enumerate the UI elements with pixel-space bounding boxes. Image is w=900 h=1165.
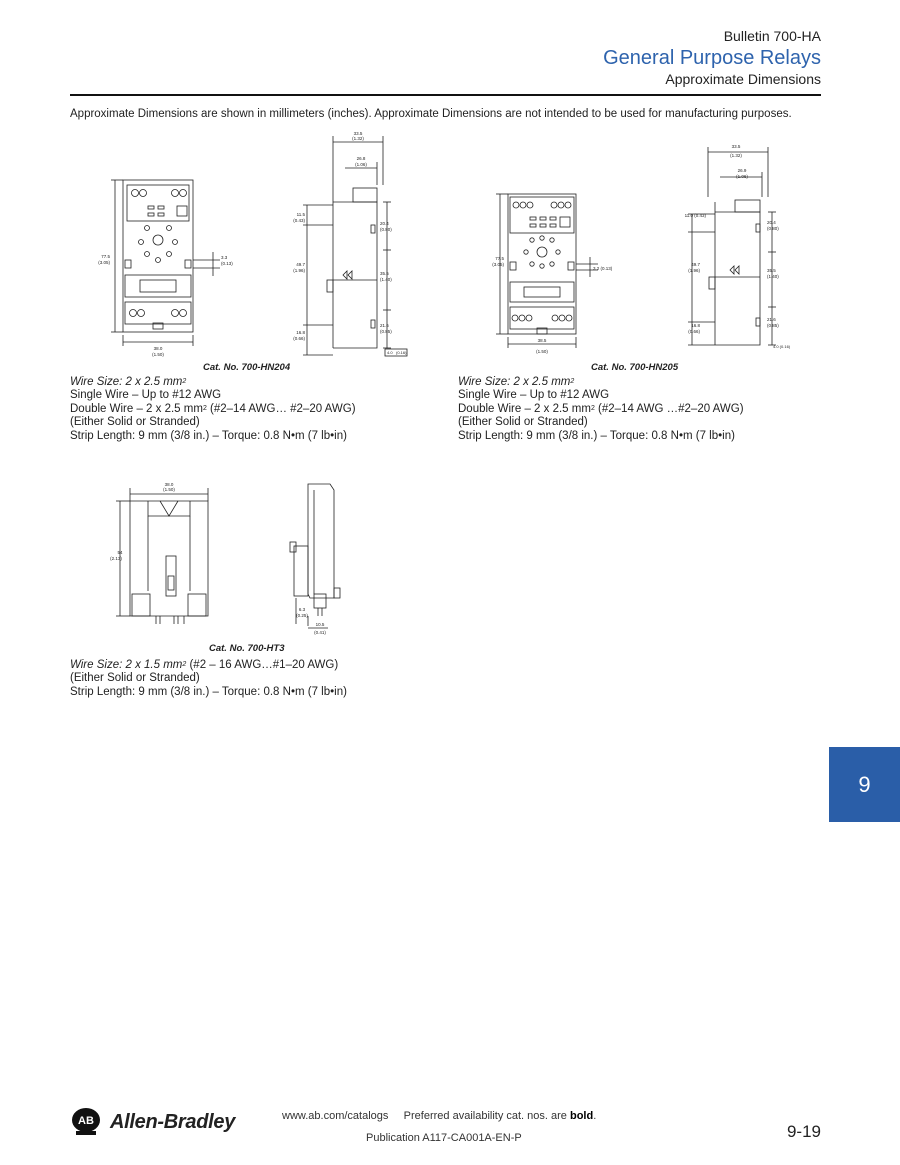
dim-width-in: (1.50) (536, 349, 548, 354)
double-wire: Double Wire – 2 x 2.5 mm (458, 402, 591, 415)
logo-mark: AB (78, 1115, 94, 1127)
dim-height: 54 (117, 550, 123, 555)
dim-s3-in: (0.66) (293, 336, 305, 341)
dim-r4: 4.0 (0.16) (773, 344, 791, 349)
period: . (593, 1110, 597, 1122)
dim-s2-in: (1.96) (688, 268, 700, 273)
dim-width: 38.0 (153, 346, 163, 351)
dim-width: 38.0 (164, 482, 174, 487)
dim-r4-in: (0.16) (396, 350, 407, 355)
dim-r4: 4.0 (387, 350, 393, 355)
dim-s3: 16.8 (296, 330, 305, 335)
dim-r3: 21.6 (380, 323, 389, 328)
wire-size-sup: 2 (182, 378, 187, 385)
caption-700-ht3: Cat. No. 700-HT3 (209, 643, 285, 654)
dim-r3-in: (0.85) (380, 329, 392, 334)
diagram-700-hn205 (480, 142, 800, 360)
dim-s1-in: (0.43) (293, 218, 305, 223)
dim-s3: 16.8 (691, 323, 700, 328)
allen-bradley-logo (70, 1107, 235, 1137)
page-number: 9-19 (786, 1122, 821, 1141)
single-wire: Single Wire – Up to #12 AWG (458, 389, 610, 402)
single-wire: Single Wire – Up to #12 AWG (70, 389, 222, 402)
spec-700-hn204 (70, 376, 356, 443)
diagram-700-ht3 (100, 476, 360, 638)
dim-side-a: 3.3 (221, 255, 228, 260)
dim-top-a-in: (1.32) (730, 153, 742, 158)
wire-size: Wire Size: 2 x 2.5 mm (70, 376, 183, 388)
dim-r3: 21.6 (767, 317, 776, 322)
footer-links (282, 1110, 596, 1122)
dim-r3-in: (0.85) (767, 323, 779, 328)
double-wire-awg: (#2–14 AWG …#2–20 AWG) (594, 402, 744, 415)
header-rule (70, 94, 821, 96)
dim-top-a: 33.5 (731, 144, 741, 149)
spec-700-ht3 (70, 659, 347, 699)
double-wire: Double Wire – 2 x 2.5 mm (70, 402, 203, 415)
brand-name: Allen-Bradley (110, 1110, 236, 1133)
strip-length: Strip Length: 9 mm (3/8 in.) – Torque: 0.8 N•m (7 lb•in) (70, 429, 347, 442)
dim-r2: 35.5 (380, 271, 389, 276)
dim-r1-in: (0.80) (380, 227, 392, 232)
intro-text: Approximate Dimensions are shown in millimeters (inches). Approximate Dimensions are not intended to be used for manufacturing purposes. (70, 108, 792, 120)
dim-height: 77.5 (495, 256, 504, 261)
dim-width-in: (1.50) (152, 352, 164, 357)
dim-height-in: (3.05) (98, 260, 110, 265)
ab-logo-icon (70, 1107, 102, 1137)
dim-r1-in: (0.80) (767, 226, 779, 231)
wire-size-sup: 2 (570, 378, 575, 385)
dim-s1: 11.0 (0.43) (684, 213, 706, 218)
either-solid: (Either Solid or Stranded) (70, 672, 200, 685)
strip-length: Strip Length: 9 mm (3/8 in.) – Torque: 0.8 N•m (7 lb•in) (458, 429, 735, 442)
double-wire-awg: (#2–14 AWG… #2–20 AWG) (206, 402, 356, 415)
dim-r2: 35.5 (767, 268, 776, 273)
dim-r1: 20.4 (380, 221, 389, 226)
dim-b1-in: (0.25) (296, 613, 308, 618)
section-tab: 9 (829, 747, 900, 822)
dim-top-a-in: (1.32) (352, 136, 364, 141)
dim-width: 38.5 (537, 338, 547, 343)
dim-top-b-in: (1.06) (736, 174, 748, 179)
page-subtitle: Approximate Dimensions (665, 71, 821, 87)
wire-size: Wire Size: 2 x 1.5 mm (70, 659, 183, 671)
dim-top-a: 33.5 (353, 131, 363, 136)
wire-size-awg: (#2 – 16 AWG…#1–20 AWG) (186, 659, 339, 671)
double-wire-sup: 2 (202, 404, 207, 412)
caption-700-hn204: Cat. No. 700-HN204 (203, 362, 291, 373)
wire-size: Wire Size: 2 x 2.5 mm (458, 376, 571, 388)
wire-size-sup: 2 (182, 661, 187, 668)
dim-top-b-in: (1.06) (355, 162, 367, 167)
preferred-note: Preferred availability cat. nos. are (403, 1110, 570, 1122)
bulletin-label: Bulletin 700-HA (723, 28, 821, 44)
dim-top-b: 26.9 (737, 168, 747, 173)
dim-b1: 6.3 (298, 607, 306, 612)
publication-number: Publication A117-CA001A-EN-P (366, 1132, 522, 1144)
dim-b2-in: (0.41) (314, 630, 326, 635)
dim-s2: 49.7 (296, 262, 305, 267)
dim-b2: 10.5 (315, 622, 325, 627)
dim-height: 77.5 (101, 254, 110, 259)
dim-height-in: (3.05) (492, 262, 504, 267)
caption-700-hn205: Cat. No. 700-HN205 (591, 362, 679, 373)
dim-s3-in: (0.66) (688, 329, 700, 334)
diagram-700-hn204 (95, 130, 425, 362)
dim-r2-in: (1.40) (767, 274, 779, 279)
dim-r2-in: (1.40) (380, 277, 392, 282)
spec-700-hn205 (458, 376, 744, 443)
either-solid: (Either Solid or Stranded) (70, 416, 200, 429)
bold-word: bold (569, 1110, 594, 1122)
strip-length: Strip Length: 9 mm (3/8 in.) – Torque: 0.8 N•m (7 lb•in) (70, 685, 347, 698)
dim-height-in: (2.13) (110, 556, 122, 561)
page-title: General Purpose Relays (603, 47, 821, 69)
dim-side-a: 3.2 (0.13) (593, 266, 613, 271)
dim-side-a-in: (0.13) (221, 261, 233, 266)
double-wire-sup: 2 (590, 404, 595, 412)
dim-s2-in: (1.96) (293, 268, 305, 273)
dim-s1: 11.5 (296, 212, 305, 217)
side-view-outline (308, 484, 334, 598)
dim-r1: 20.4 (767, 220, 776, 225)
front-view-outline (130, 501, 208, 616)
dim-top-b: 26.8 (356, 156, 366, 161)
dim-width-in: (1.50) (163, 487, 175, 492)
catalog-link[interactable]: www.ab.com/catalogs (282, 1110, 389, 1122)
either-solid: (Either Solid or Stranded) (458, 416, 588, 429)
dim-s2: 49.7 (691, 262, 700, 267)
